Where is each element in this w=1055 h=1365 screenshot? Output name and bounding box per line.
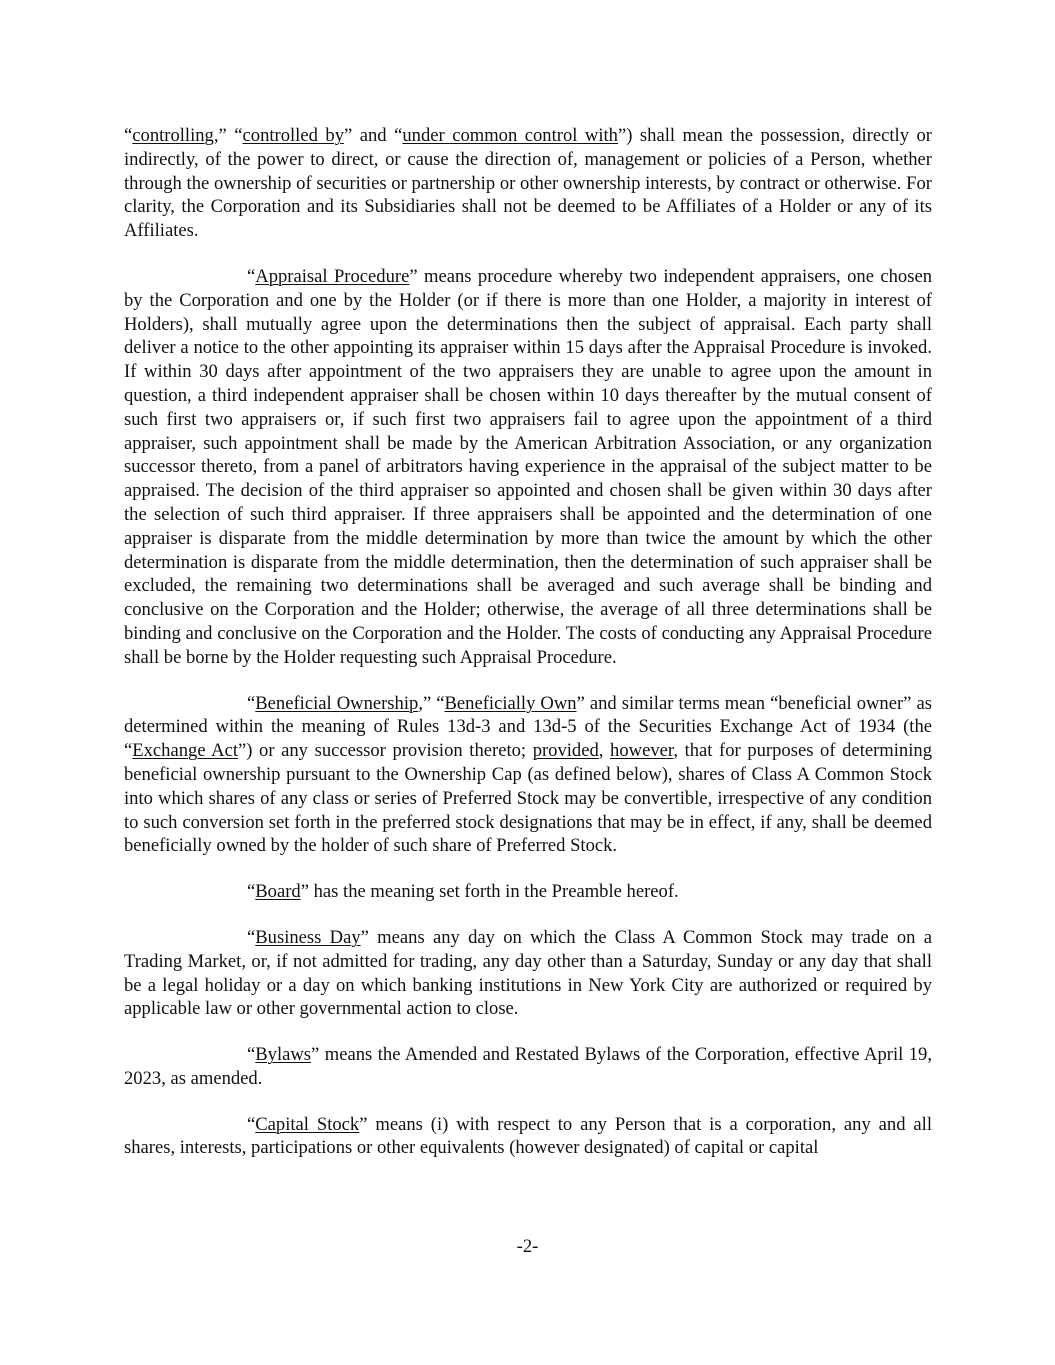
term-exchange-act: Exchange Act: [132, 740, 238, 762]
paragraph-business-day: “Business Day” means any day on which the Class A Common Stock may trade on a Trading Market, or, if not admitted for trading, any day other than a Saturday, Sunday or any day that shall be a legal holiday or a day on which banking institutions in New York City are authorized or required by applicable law or other governmental action to close.: [124, 926, 932, 1020]
term-business-day: Business Day: [255, 926, 361, 948]
paragraph-board: “Board” has the meaning set forth in the Preamble hereof.: [247, 881, 679, 903]
term-controlling: controlling: [132, 125, 214, 146]
paragraph-appraisal-procedure: “Appraisal Procedure” means procedure whereby two independent appraisers, one chosen by the Corporation and one by the Holder (or if there is more than one Holder, a majority in interest of Holders), shall mutually agree upon the determinations then the subject of appraisal. Each party shall deliver a notice to the other appointing its appraiser within 15 days after the Appraisal Procedure is invoked. If within 30 days after appointment of the two appraisers they are unable to agree upon the amount in question, a third independent appraiser shall be chosen within 10 days thereafter by the mutual consent of such first two appraisers or, if such first two appraisers fail to agree upon the appointment of a third appraiser, such appointment shall be made by the American Arbitration Association, or any organization successor thereto, from a panel of arbitrators having experience in the appraisal of the subject matter to be appraised. The decision of the third appraiser so appointed and chosen shall be given within 30 days after the selection of such third appraiser. If three appraisers shall be appointed and the determination of one appraiser is disparate from the middle determination by more than twice the amount by which the other determination is disparate from the middle determination, then the determination of such appraiser shall be excluded, the remaining two determinations shall be averaged and such average shall be binding and conclusive on the Corporation and the Holder; otherwise, the average of all three determinations shall be binding and conclusive on the Corporation and the Holder. The costs of conducting any Appraisal Procedure shall be borne by the Holder requesting such Appraisal Procedure.: [124, 265, 932, 668]
document-body: [124, 124, 932, 1160]
term-under-common-control-with: under common control with: [402, 125, 618, 146]
paragraph-bylaws: “Bylaws” means the Amended and Restated Bylaws of the Corporation, effective April 19, 2023, as amended.: [124, 1044, 932, 1089]
term-beneficially-own: Beneficially Own: [444, 692, 577, 714]
term-beneficial-ownership: Beneficial Ownership: [255, 692, 419, 714]
paragraph-control-definition: “controlling,” “controlled by” and “under common control with”) shall mean the possession, directly or indirectly, of the power to direct, or cause the direction of, management or policies of a Person, whether through the ownership of securities or partnership or other ownership interests, by contract or otherwise. For clarity, the Corporation and its Subsidiaries shall not be deemed to be Affiliates of a Holder or any of its Affiliates.: [124, 125, 932, 242]
paragraph-capital-stock: “Capital Stock” means (i) with respect to any Person that is a corporation, any and all shares, interests, participations or other equivalents (however designated) of capital or capital: [124, 1113, 932, 1159]
page-number: -2-: [516, 1236, 539, 1257]
term-however: however: [610, 740, 674, 762]
term-provided: provided: [532, 740, 599, 762]
term-controlled-by: controlled by: [242, 125, 344, 146]
paragraph-beneficial-ownership: “Beneficial Ownership,” “Beneficially Own” and similar terms mean “beneficial owner” as determined within the meaning of Rules 13d-3 and 13d-5 of the Securities Exchange Act of 1934 (the “Exchange Act”) or any successor provision thereto; provided, however, that for purposes of determining beneficial ownership pursuant to the Ownership Cap (as defined below), shares of Class A Common Stock into which shares of any class or series of Preferred Stock may be convertible, irrespective of any condition to such conversion set forth in the preferred stock designations that may be in effect, if any, shall be deemed beneficially owned by the holder of such share of Preferred Stock.: [124, 692, 932, 857]
term-appraisal-procedure: Appraisal Procedure: [255, 265, 410, 287]
term-capital-stock: Capital Stock: [255, 1113, 360, 1135]
term-bylaws: Bylaws: [255, 1044, 312, 1066]
term-board: Board: [255, 881, 301, 903]
